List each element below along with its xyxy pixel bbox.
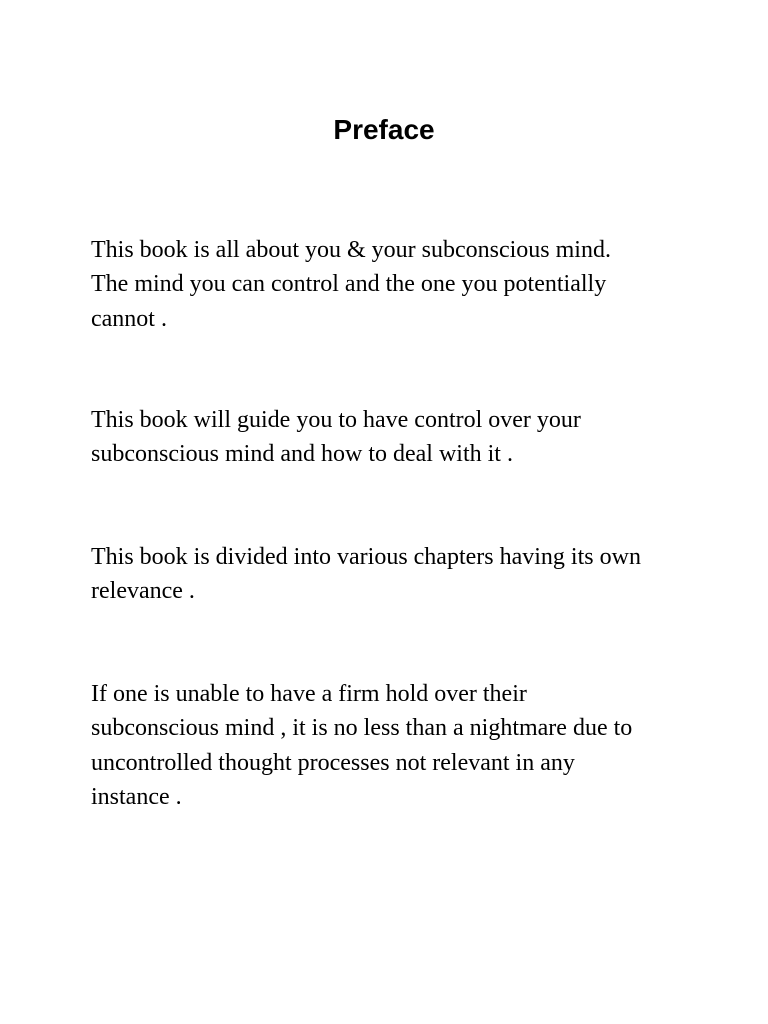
- paragraph-line: This book will guide you to have control over your: [91, 407, 581, 433]
- paragraph-3: [91, 540, 691, 609]
- paragraph-line: The mind you can control and the one you potentially: [91, 271, 607, 298]
- paragraph-line: This book is all about you & your subconscious mind.: [91, 237, 611, 263]
- paragraph-4: [91, 677, 691, 814]
- paragraph-line: cannot .: [91, 305, 167, 332]
- paragraph-line: relevance .: [91, 578, 195, 605]
- paragraph-line: subconscious mind and how to deal with it .: [91, 441, 513, 468]
- page-title: Preface: [333, 114, 435, 145]
- paragraph-line: uncontrolled thought processes not relevant in any: [91, 749, 575, 776]
- paragraph-2: [91, 403, 691, 472]
- paragraph-line: This book is divided into various chapters having its own: [91, 544, 641, 570]
- paragraph-1: [91, 233, 691, 336]
- paragraph-line: subconscious mind , it is no less than a nightmare due to: [91, 715, 633, 742]
- paragraph-line: instance .: [91, 783, 182, 810]
- paragraph-line: If one is unable to have a firm hold over their: [91, 681, 527, 707]
